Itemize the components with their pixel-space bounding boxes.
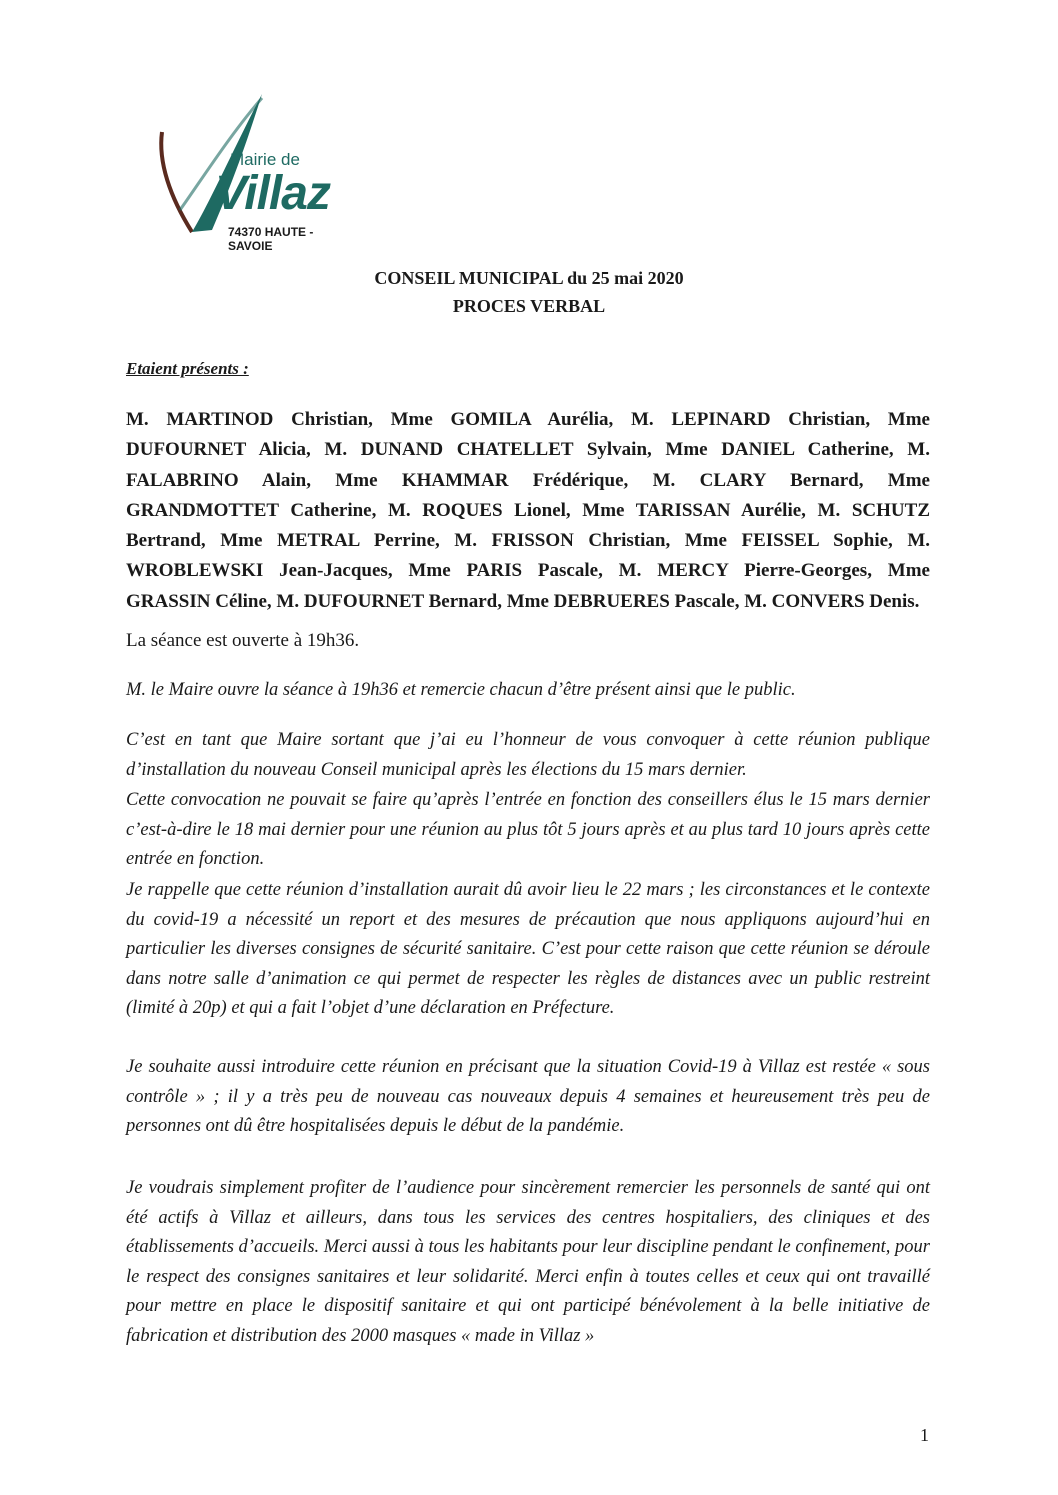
document-subtitle: PROCES VERBAL [452,296,606,316]
paragraph: Cette convocation ne pouvait se faire qu’après l’entrée en fonction des conseillers élus le 15 mars dernier c’est-à-dire le 18 mai dernier pour une réunion au plus tôt 5 jours après et au plus tard 10 jours après cette entrée en fonction. [126,790,930,870]
members-list: M. MARTINOD Christian, Mme GOMILA Aurélia, M. LEPINARD Christian, Mme DUFOURNET Alicia, M. DUNAND CHATELLET Sylvain, Mme DANIEL Catherine, M. FALABRINO Alain, Mme KHAMMAR Frédérique, M. CLARY Bernard, Mme GRANDMOTTET Catherine, M. ROQUES Lionel, Mme TARISSAN Aurélie, M. SCHUTZ Bertrand, Mme METRAL Perrine, M. FRISSON Christian, Mme FEISSEL Sophie, M. WROBLEWSKI Jean-Jacques, Mme PARIS Pascale, M. MERCY Pierre-Georges, Mme GRASSIN Céline, M. DUFOURNET Bernard, Mme DEBRUERES Pascale, M. CONVERS Denis. [126,409,930,612]
mairie-logo [140,92,330,253]
page-number: 1 [920,1425,929,1445]
paragraph: Je rappelle que cette réunion d’installation aurait dû avoir lieu le 22 mars ; les circonstances et le contexte du covid-19 a nécessité un report et des mesures de précaution que nous appliquons aujourd’hui en particulier les diverses consignes de sécurité sanitaire. C’est pour cette raison que cette réunion se déroule dans notre salle d’animation ce qui permet de respecter les règles de distances avec un public restreint (limité à 20p) et qui a fait l’objet d’une déclaration en Préfecture. [126,880,930,1019]
paragraph: Je souhaite aussi introduire cette réunion en précisant que la situation Covid-19 à Villaz est restée « sous contrôle » ; il y a très peu de nouveau cas nouveaux depuis 4 semaines et heureusement très peu de personnes ont dû être hospitalisées depuis le début de la pandémie. [126,1057,930,1137]
paragraph: M. le Maire ouvre la séance à 19h36 et remercie chacun d’être présent ainsi que le public. [126,680,796,700]
document-title: CONSEIL MUNICIPAL du 25 mai 2020 [374,268,684,288]
logo-subtitle: 74370 HAUTE - SAVOIE [228,225,314,253]
paragraph: Je voudrais simplement profiter de l’audience pour sincèrement remercier les personnels de santé qui ont été actifs à Villaz et ailleurs, dans tous les services des centres hospitaliers, des cliniques et des établissements d’accueils. Merci aussi à tous les habitants pour leur discipline pendant le confinement, pour le respect des consignes sanitaires et leur solidarité. Merci enfin à toutes celles et ceux qui ont travaillé pour mettre en place le dispositif sanitaire et qui ont participé bénévolement à la belle initiative de fabrication et distribution des 2000 masques « made in Villaz » [126,1178,930,1346]
opening-statement: La séance est ouverte à 19h36. [126,630,360,651]
presents-heading: Etaient présents : [126,359,249,378]
paragraph: C’est en tant que Maire sortant que j’ai eu l’honneur de vous convoquer à cette réunion publique d’installation du nouveau Conseil municipal après les élections du 15 mars dernier. [126,730,930,780]
logo-villaz-text: Villaz [215,167,330,220]
logo-mairie-text: Mairie de [230,150,300,169]
